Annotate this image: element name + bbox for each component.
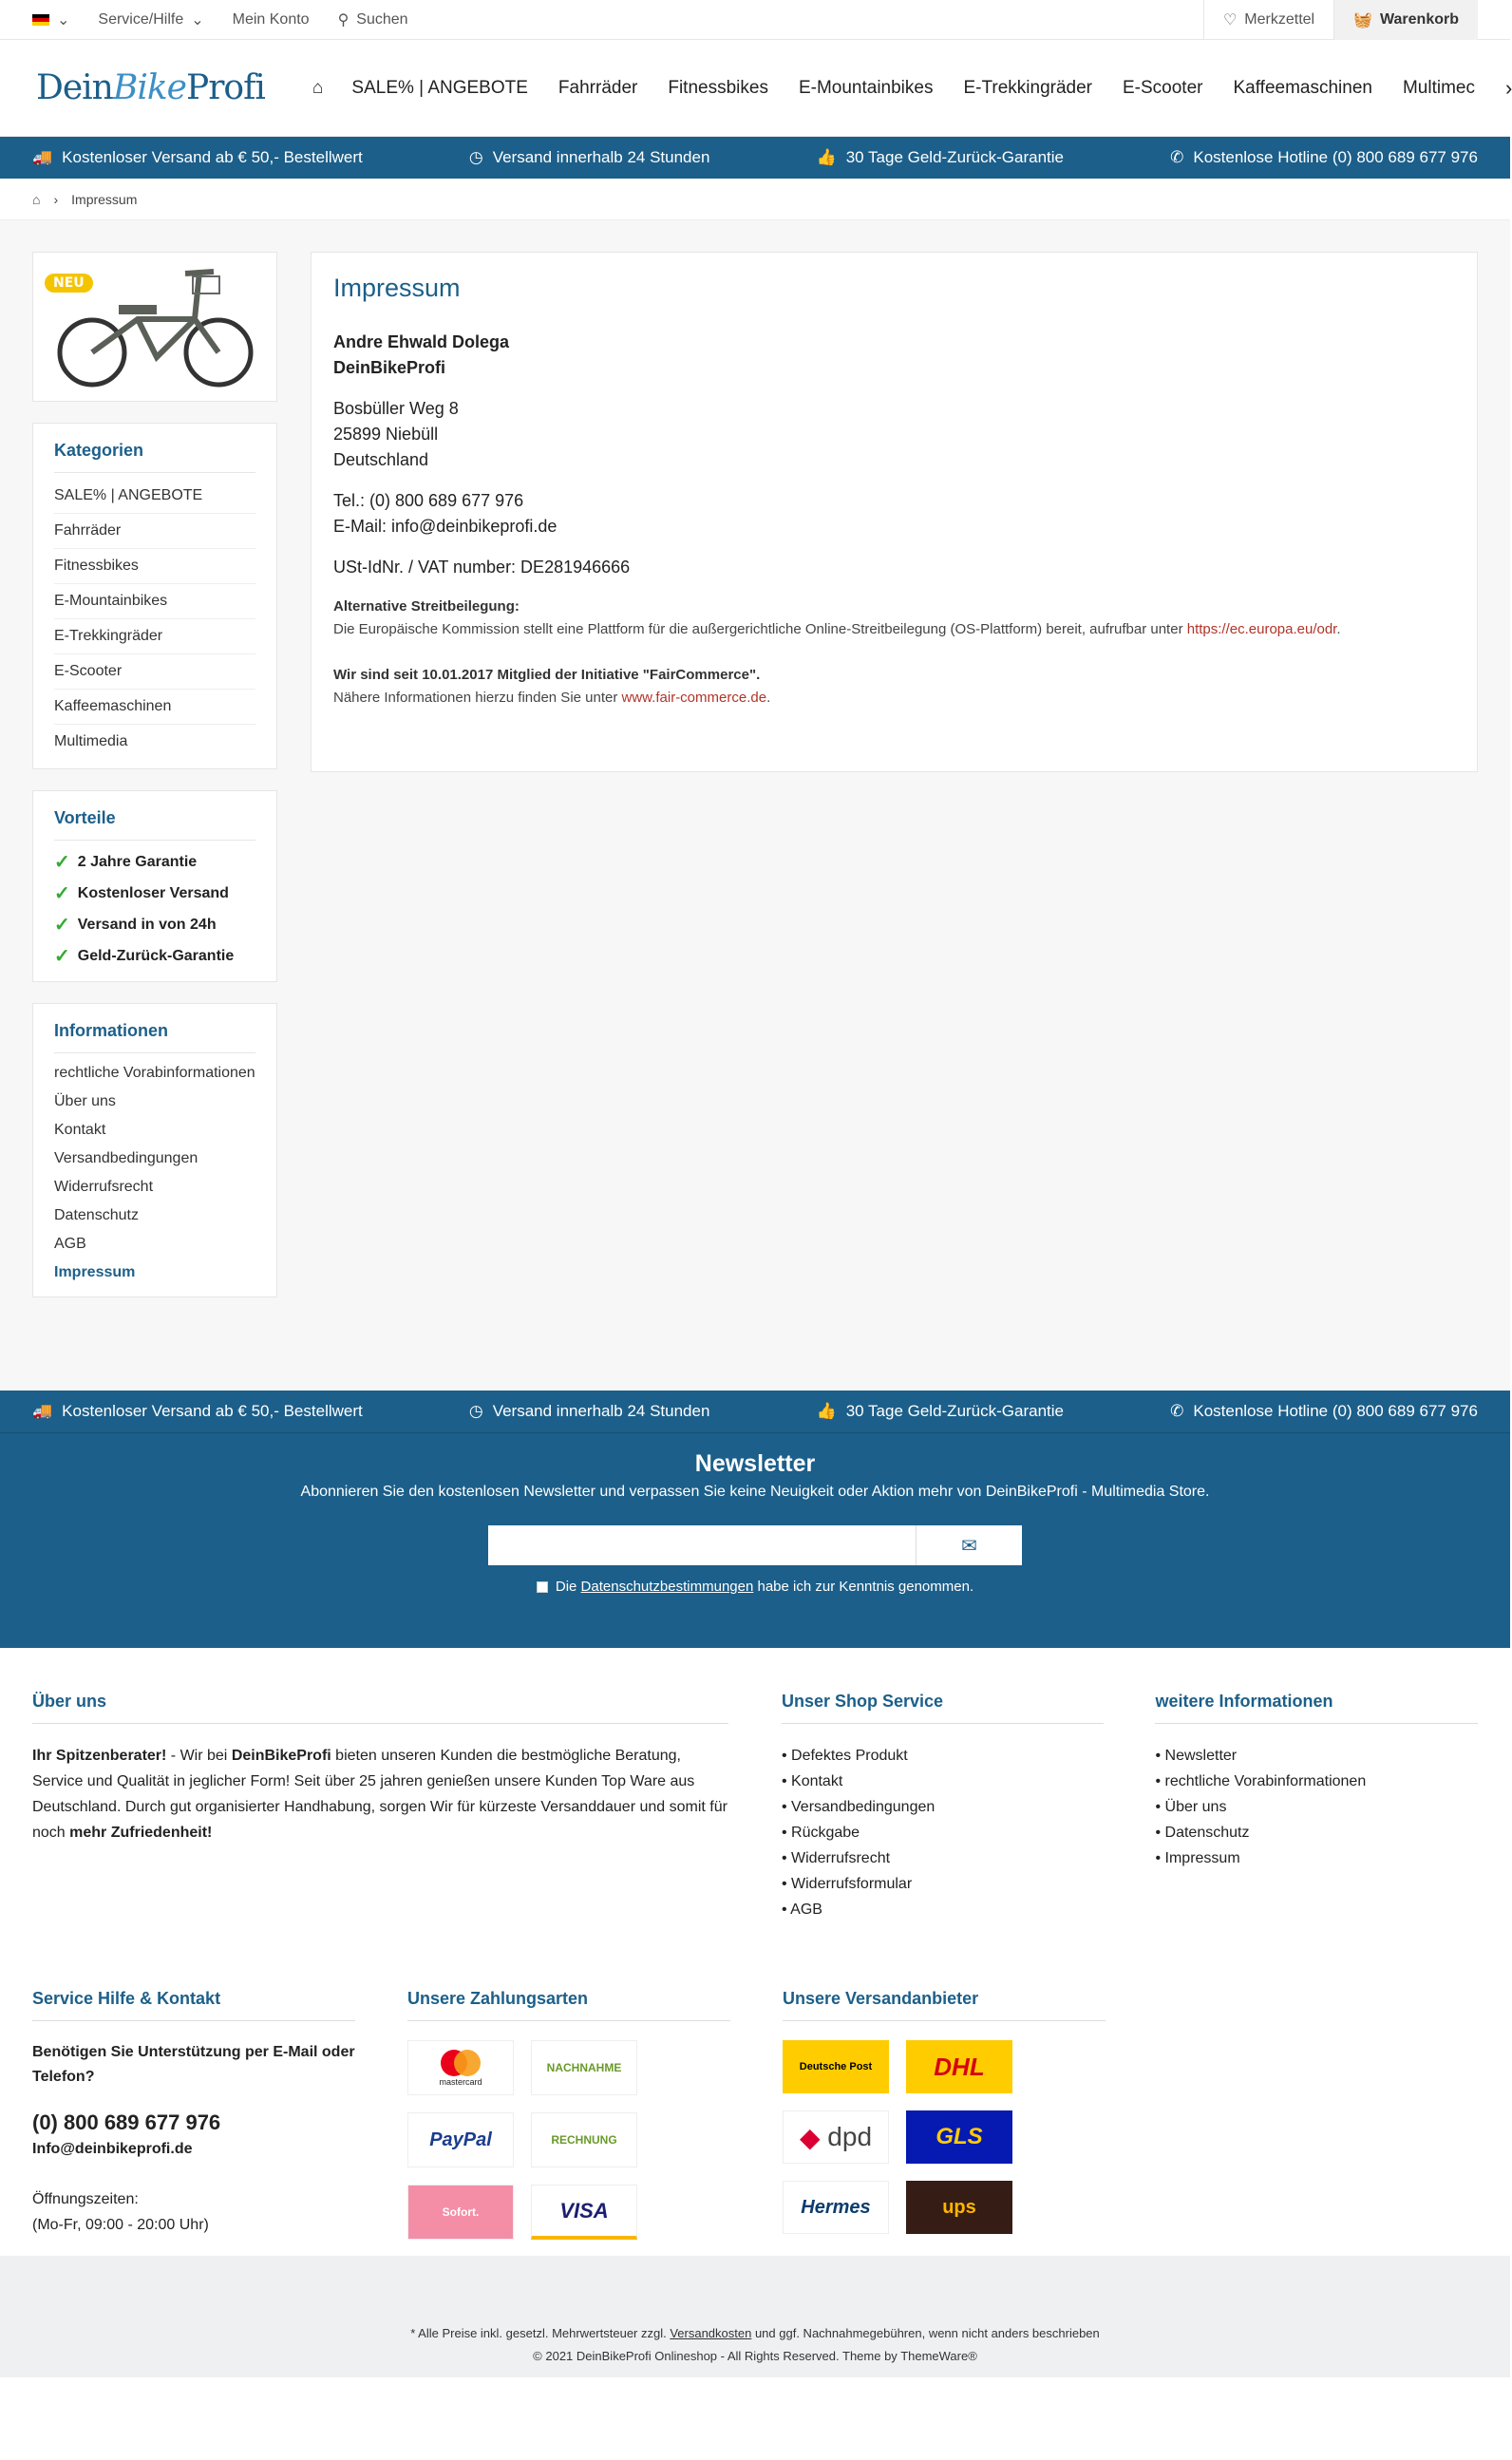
about-title: Über uns: [32, 1692, 728, 1724]
category-item[interactable]: Fahrräder: [54, 514, 255, 549]
information-title: Informationen: [54, 1021, 255, 1053]
usp-guarantee: [817, 1402, 1064, 1421]
phone-icon: ✆: [1170, 148, 1184, 166]
usp-hotline-text: Kostenlose Hotline (0) 800 689 677 976: [1193, 148, 1478, 166]
chevron-down-icon: ⌄: [57, 11, 70, 28]
payments-title: Unsere Zahlungsarten: [407, 1989, 730, 2021]
thumbs-up-icon: 👍: [816, 1402, 837, 1420]
paypal-label: PayPal: [429, 2129, 492, 2150]
info-link-active[interactable]: Impressum: [54, 1264, 136, 1280]
footer-link-label: Rückgabe: [791, 1825, 860, 1841]
footer-carriers: [783, 1989, 1106, 2240]
tax-note-pre: * Alle Preise inkl. gesetzl. Mehrwertsteuer zzgl.: [410, 2326, 671, 2340]
newsletter-section: [0, 1433, 1510, 1648]
footer-link-label: Impressum: [1164, 1850, 1240, 1866]
phone-icon: ✆: [1170, 1402, 1184, 1420]
category-item[interactable]: E-Mountainbikes: [54, 584, 255, 619]
nav-item[interactable]: Fitnessbikes: [668, 77, 768, 98]
category-item[interactable]: Multimedia: [54, 733, 128, 749]
categories-box: [32, 423, 277, 769]
copyright: © 2021 DeinBikeProfi Onlineshop - All Rights Reserved. Theme by ThemeWare®: [533, 2349, 977, 2363]
more-info-title: weitere Informationen: [1155, 1692, 1478, 1724]
footer-link[interactable]: • Defektes Produkt: [781, 1748, 908, 1764]
address-street: Bosbüller Weg 8: [333, 399, 459, 418]
dispute-text: Die Europäische Kommission stellt eine Plattform für die außergerichtliche Online-Streitbeilegung (OS-Plattform) bereit, aufrufbar unter https://ec.europa.eu/odr.: [333, 621, 1341, 637]
company-name: DeinBikeProfi: [333, 358, 446, 377]
truck-icon: 🚚: [32, 1402, 53, 1420]
nav-item[interactable]: Multimec: [1402, 77, 1475, 98]
opening-hours-label: Öffnungszeiten:: [32, 2191, 139, 2207]
breadcrumb-current: Impressum: [71, 191, 138, 207]
footer-link-label: Datenschutz: [1164, 1825, 1250, 1841]
thumbs-up-icon: 👍: [816, 148, 837, 166]
benefits-title: Vorteile: [54, 808, 255, 841]
check-icon: ✓: [54, 883, 70, 904]
sofort-logo: [407, 2185, 514, 2240]
usp-hotline: [1170, 1402, 1478, 1421]
footer-link[interactable]: • Versandbedingungen: [781, 1799, 936, 1815]
mastercard-label: mastercard: [439, 2077, 482, 2087]
benefit-item: [54, 846, 255, 878]
logo-text-profi: Profi: [185, 68, 265, 107]
basket-icon: 🧺: [1353, 11, 1373, 28]
wishlist-label: Merkzettel: [1244, 10, 1315, 28]
breadcrumb: [0, 179, 1510, 220]
footer-link[interactable]: • Kontakt: [781, 1773, 843, 1789]
tax-note-post: und ggf. Nachnahmegebühren, wenn nicht anders beschrieben: [751, 2326, 1100, 2340]
chevron-down-icon: ⌄: [191, 11, 204, 28]
newsletter-text: Abonnieren Sie den kostenlosen Newsletter und verpassen Sie keine Neuigkeit oder Aktion mehr von DeinBikeProfi - Multimedia Store.: [300, 1484, 1210, 1500]
dispute-text-body: Die Europäische Kommission stellt eine Plattform für die außergerichtliche Online-Streitbeilegung (OS-Plattform) bereit, aufrufbar unter: [333, 621, 1187, 637]
usp-delivery-text: Versand innerhalb 24 Stunden: [492, 1402, 710, 1420]
usp-guarantee: [817, 148, 1064, 167]
benefit-item: [54, 940, 255, 972]
contact-title: Service Hilfe & Kontakt: [32, 1989, 355, 2021]
consent-post: habe ich zur Kenntnis genommen.: [753, 1579, 974, 1595]
nav-item[interactable]: Kaffeemaschinen: [1233, 77, 1372, 98]
product-teaser[interactable]: [32, 252, 277, 402]
ups-label: ups: [942, 2196, 976, 2218]
mastercard-logo: [407, 2040, 514, 2095]
info-link[interactable]: AGB: [54, 1236, 86, 1252]
info-link[interactable]: Kontakt: [54, 1122, 106, 1138]
service-menu[interactable]: [98, 10, 203, 29]
usp-shipping: [32, 148, 363, 167]
address-country: Deutschland: [333, 450, 429, 469]
faircommerce-title: Wir sind seit 10.01.2017 Mitglied der Initiative "FairCommerce".: [333, 667, 761, 683]
usp-shipping: [32, 1402, 363, 1421]
newsletter-email-input[interactable]: [488, 1525, 916, 1565]
truck-icon: 🚚: [32, 148, 53, 166]
about-text-1: - Wir bei: [166, 1748, 232, 1764]
logo-text-bike: Bike: [112, 68, 186, 107]
category-item[interactable]: E-Trekkingräder: [54, 619, 255, 654]
mastercard-circles-icon: [436, 2049, 485, 2077]
search-icon: ⚲: [337, 11, 350, 28]
shipping-costs-link[interactable]: Versandkosten: [670, 2326, 752, 2340]
footer-link-label: Kontakt: [791, 1773, 843, 1789]
nav-item[interactable]: E-Trekkingräder: [963, 77, 1092, 98]
service-label: Service/Hilfe: [98, 10, 184, 28]
cod-logo: [531, 2040, 637, 2095]
footer-payments: [407, 1989, 730, 2240]
carriers-title: Unsere Versandanbieter: [783, 1989, 1106, 2021]
home-icon[interactable]: ⌂: [312, 77, 324, 98]
clock-icon: ◷: [468, 148, 483, 166]
footer-link-label: Über uns: [1164, 1799, 1227, 1815]
chevron-right-icon: ›: [53, 191, 59, 207]
usp-hotline: [1170, 148, 1478, 167]
nav-item[interactable]: E-Scooter: [1123, 77, 1203, 98]
footer-link[interactable]: • Widerrufsrecht: [781, 1850, 891, 1866]
account-link[interactable]: [233, 11, 310, 28]
about-text: [32, 1743, 728, 1845]
footer-link[interactable]: • Impressum: [1155, 1850, 1240, 1866]
category-item[interactable]: E-Scooter: [54, 654, 255, 690]
clock-icon: ◷: [468, 1402, 483, 1420]
cod-label: NACHNAHME: [546, 2061, 622, 2074]
footer-link[interactable]: • Datenschutz: [1155, 1825, 1250, 1841]
info-link[interactable]: Versandbedingungen: [54, 1150, 198, 1166]
opening-hours: (Mo-Fr, 09:00 - 20:00 Uhr): [32, 2217, 209, 2233]
category-item[interactable]: Kaffeemaschinen: [54, 690, 255, 725]
footer-shop-service: [782, 1692, 1105, 1922]
footer-link-label: AGB: [790, 1902, 822, 1918]
consent-pre: Die: [555, 1579, 581, 1595]
benefit-item: [54, 909, 255, 940]
address-city: 25899 Niebüll: [333, 425, 439, 444]
main-nav: [312, 78, 1505, 99]
cart-label: Warenkorb: [1380, 10, 1459, 28]
usp-delivery-text: Versand innerhalb 24 Stunden: [492, 148, 710, 166]
page-title: Impressum: [333, 274, 461, 302]
about-bold-3: mehr Zufriedenheit!: [69, 1825, 213, 1841]
sidebar: [32, 252, 277, 1391]
contact-question: Benötigen Sie Unterstützung per E-Mail oder Telefon?: [32, 2044, 355, 2085]
benefit-label: Versand in von 24h: [77, 916, 217, 933]
nav-item[interactable]: Fahrräder: [558, 77, 638, 98]
usp-delivery: [469, 148, 710, 167]
info-link[interactable]: Über uns: [54, 1093, 116, 1109]
deutsche-post-label: Deutsche Post: [799, 2061, 873, 2072]
account-label: Mein Konto: [232, 10, 310, 28]
footer: [0, 1648, 1510, 2256]
usp-delivery: [469, 1402, 710, 1421]
vat-number: USt-IdNr. / VAT number: DE281946666: [333, 558, 631, 577]
privacy-link[interactable]: Datenschutzbestimmungen: [580, 1579, 754, 1595]
faircommerce-text-body: Nähere Informationen hierzu finden Sie unter: [333, 690, 622, 706]
new-badge: NEU: [45, 274, 93, 293]
sofort-label: Sofort.: [442, 2205, 480, 2219]
benefit-item: [54, 878, 255, 909]
wishlist-link[interactable]: [1203, 0, 1333, 40]
footer-link-label: rechtliche Vorabinformationen: [1164, 1773, 1367, 1789]
check-icon: ✓: [54, 915, 70, 936]
usp-shipping-text: Kostenloser Versand ab € 50,- Bestellwert: [62, 1402, 363, 1420]
info-link[interactable]: rechtliche Vorabinformationen: [54, 1065, 255, 1081]
information-box: [32, 1003, 277, 1297]
odr-link[interactable]: https://ec.europa.eu/odr: [1186, 621, 1337, 637]
invoice-label: RECHNUNG: [551, 2133, 617, 2147]
faircommerce-link[interactable]: www.fair-commerce.de: [621, 690, 767, 706]
footer-link[interactable]: • AGB: [781, 1902, 822, 1918]
dhl-logo: [906, 2040, 1012, 2093]
check-icon: ✓: [54, 852, 70, 873]
gls-label: GLS: [936, 2124, 983, 2149]
language-selector[interactable]: [32, 10, 69, 29]
about-bold-2: DeinBikeProfi: [231, 1748, 331, 1764]
newsletter-form: [0, 1525, 1510, 1565]
hermes-label: Hermes: [801, 2196, 871, 2218]
dpd-label: dpd: [827, 2122, 873, 2151]
hermes-logo: [783, 2181, 889, 2234]
contact-email[interactable]: Info@deinbikeprofi.de: [32, 2141, 193, 2157]
dhl-label: DHL: [934, 2052, 985, 2081]
paypal-logo: [407, 2112, 514, 2167]
consent-text: [556, 1579, 973, 1595]
search-link[interactable]: [338, 10, 408, 29]
check-icon: ✓: [54, 946, 70, 967]
phone-number: Tel.: (0) 800 689 677 976: [333, 491, 524, 510]
visa-label: VISA: [559, 2198, 609, 2223]
category-item[interactable]: SALE% | ANGEBOTE: [54, 479, 255, 514]
footer-link-label: Defektes Produkt: [791, 1748, 908, 1764]
faircommerce-text: Nähere Informationen hierzu finden Sie unter www.fair-commerce.de.: [333, 690, 771, 706]
about-text-2: bieten unseren Kunden die bestmögliche Beratung, Service und Qualität in jeglicher Form! Seit über 25 jahren genießen unsere Kunden Top Ware aus Deutschland. Durch gut organisierter Handhabung, sorgen Wir für kürzeste Versanddauer und somit für noch: [32, 1748, 728, 1841]
visa-logo: [531, 2185, 637, 2240]
logo-text-dein: Dein: [36, 68, 113, 107]
deutsche-post-logo: [783, 2040, 889, 2093]
consent-checkbox[interactable]: [537, 1581, 548, 1593]
nav-item[interactable]: SALE% | ANGEBOTE: [351, 77, 528, 98]
footer-about: [32, 1692, 728, 1922]
owner-name: Andre Ehwald Dolega: [333, 332, 510, 351]
home-icon[interactable]: ⌂: [32, 191, 41, 207]
top-bar: [0, 0, 1510, 40]
info-link[interactable]: Datenschutz: [54, 1207, 139, 1223]
newsletter-submit-button[interactable]: [916, 1525, 1022, 1565]
usp-guarantee-text: 30 Tage Geld-Zurück-Garantie: [845, 148, 1065, 166]
heart-icon: ♡: [1222, 11, 1238, 28]
footer-bottom: [0, 2256, 1510, 2377]
about-bold-1: Ihr Spitzenberater!: [32, 1748, 167, 1764]
usp-bar: [0, 137, 1510, 179]
usp-guarantee-text: 30 Tage Geld-Zurück-Garantie: [845, 1402, 1065, 1420]
search-label: Suchen: [356, 10, 408, 28]
footer-link[interactable]: • rechtliche Vorabinformationen: [1155, 1773, 1367, 1789]
contact-phone[interactable]: (0) 800 689 677 976: [32, 2110, 221, 2134]
benefit-label: Kostenloser Versand: [77, 884, 229, 901]
email-address: E-Mail: info@deinbikeprofi.de: [333, 517, 558, 536]
footer-contact: [32, 1989, 355, 2240]
invoice-logo: [531, 2112, 637, 2167]
ups-logo: [906, 2181, 1012, 2234]
dpd-cube-icon: ◆: [799, 2122, 821, 2152]
footer-link-label: Newsletter: [1164, 1748, 1238, 1764]
footer-link-label: Versandbedingungen: [791, 1799, 936, 1815]
footer-link[interactable]: • Über uns: [1155, 1799, 1227, 1815]
newsletter-consent: [0, 1579, 1510, 1595]
impressum-content: [311, 252, 1478, 772]
usp-shipping-text: Kostenloser Versand ab € 50,- Bestellwert: [62, 148, 363, 166]
benefit-label: Geld-Zurück-Garantie: [77, 947, 235, 964]
main-area: [0, 220, 1510, 1391]
tax-note: [0, 2322, 1510, 2345]
chevron-right-icon[interactable]: ›: [1505, 72, 1512, 104]
envelope-icon: ✉: [961, 1535, 977, 1557]
usp-bar-footer: [0, 1391, 1510, 1433]
footer-link[interactable]: • Rückgabe: [781, 1825, 860, 1841]
cart-link[interactable]: [1333, 0, 1478, 40]
german-flag-icon: [32, 14, 49, 26]
category-item[interactable]: Fitnessbikes: [54, 549, 255, 584]
footer-link[interactable]: • Newsletter: [1155, 1748, 1238, 1764]
footer-link-label: Widerrufsrecht: [791, 1850, 891, 1866]
newsletter-title: Newsletter: [694, 1450, 816, 1477]
footer-more-info: [1155, 1692, 1478, 1922]
shop-service-title: Unser Shop Service: [782, 1692, 1105, 1724]
nav-item[interactable]: E-Mountainbikes: [798, 77, 934, 98]
footer-link[interactable]: • Widerrufsformular: [781, 1876, 913, 1892]
benefits-box: [32, 790, 277, 982]
logo[interactable]: [36, 68, 265, 107]
usp-hotline-text: Kostenlose Hotline (0) 800 689 677 976: [1193, 1402, 1478, 1420]
footer-link-label: Widerrufsformular: [791, 1876, 913, 1892]
header: [0, 40, 1510, 137]
gls-logo: [906, 2110, 1012, 2164]
dpd-logo: [783, 2110, 889, 2164]
info-link[interactable]: Widerrufsrecht: [54, 1179, 154, 1195]
dispute-title: Alternative Streitbeilegung:: [333, 598, 520, 615]
categories-title: Kategorien: [54, 441, 255, 473]
benefit-label: 2 Jahre Garantie: [77, 853, 198, 870]
